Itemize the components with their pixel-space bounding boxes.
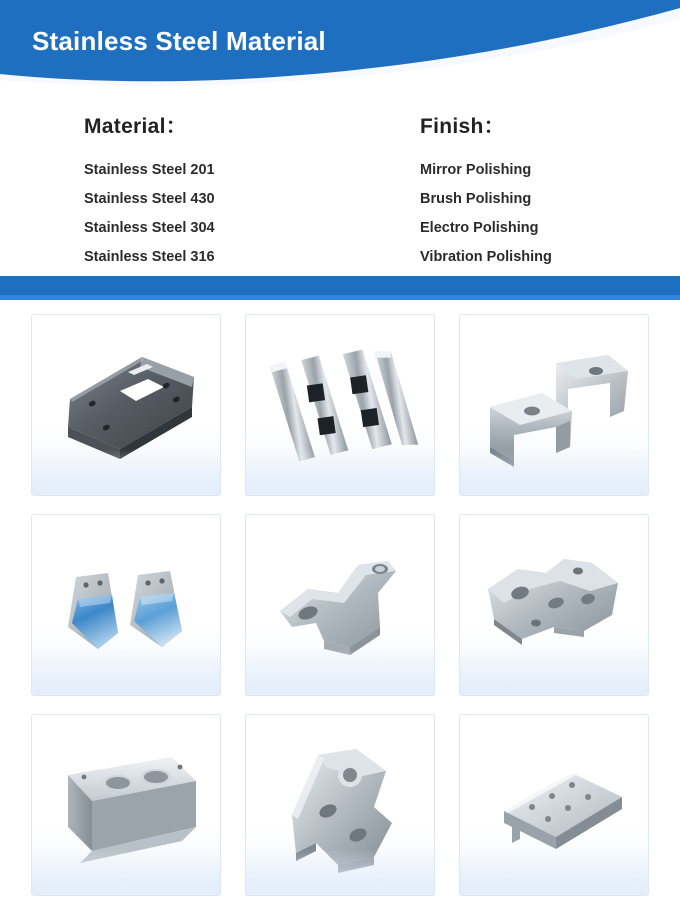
material-heading: Material：: [84, 115, 188, 138]
gallery-item[interactable]: [31, 514, 221, 696]
cell-gradient: [32, 649, 220, 695]
page-header: [0, 0, 680, 88]
section-divider: [0, 276, 680, 300]
gallery-item[interactable]: [31, 314, 221, 496]
gallery-item[interactable]: [459, 314, 649, 496]
cell-gradient: [460, 849, 648, 895]
page-title: Stainless Steel Material: [32, 26, 326, 56]
cell-gradient: [32, 849, 220, 895]
gallery-item[interactable]: [459, 714, 649, 896]
list-item: Vibration Polishing: [420, 249, 552, 265]
cell-gradient: [460, 449, 648, 495]
cell-gradient: [246, 449, 434, 495]
cell-gradient: [246, 649, 434, 695]
cell-gradient: [460, 649, 648, 695]
gallery-item[interactable]: [245, 514, 435, 696]
gallery-grid: [0, 314, 680, 896]
specification-section: [0, 88, 680, 276]
cell-gradient: [246, 849, 434, 895]
finish-heading: Finish：: [420, 115, 505, 138]
list-item: Electro Polishing: [420, 220, 539, 236]
gallery-item[interactable]: [245, 714, 435, 896]
gallery-item[interactable]: [245, 314, 435, 496]
gallery-item[interactable]: [31, 714, 221, 896]
list-item: Brush Polishing: [420, 191, 532, 207]
material-list: [84, 156, 215, 272]
list-item: Stainless Steel 430: [84, 191, 215, 207]
finish-column: [420, 110, 552, 272]
material-column: [84, 110, 215, 272]
gallery-item[interactable]: [459, 514, 649, 696]
product-gallery: [0, 300, 680, 906]
cell-gradient: [32, 449, 220, 495]
list-item: Mirror Polishing: [420, 162, 532, 178]
list-item: Stainless Steel 316: [84, 249, 215, 265]
list-item: Stainless Steel 304: [84, 220, 215, 236]
finish-list: [420, 156, 552, 272]
list-item: Stainless Steel 201: [84, 162, 215, 178]
